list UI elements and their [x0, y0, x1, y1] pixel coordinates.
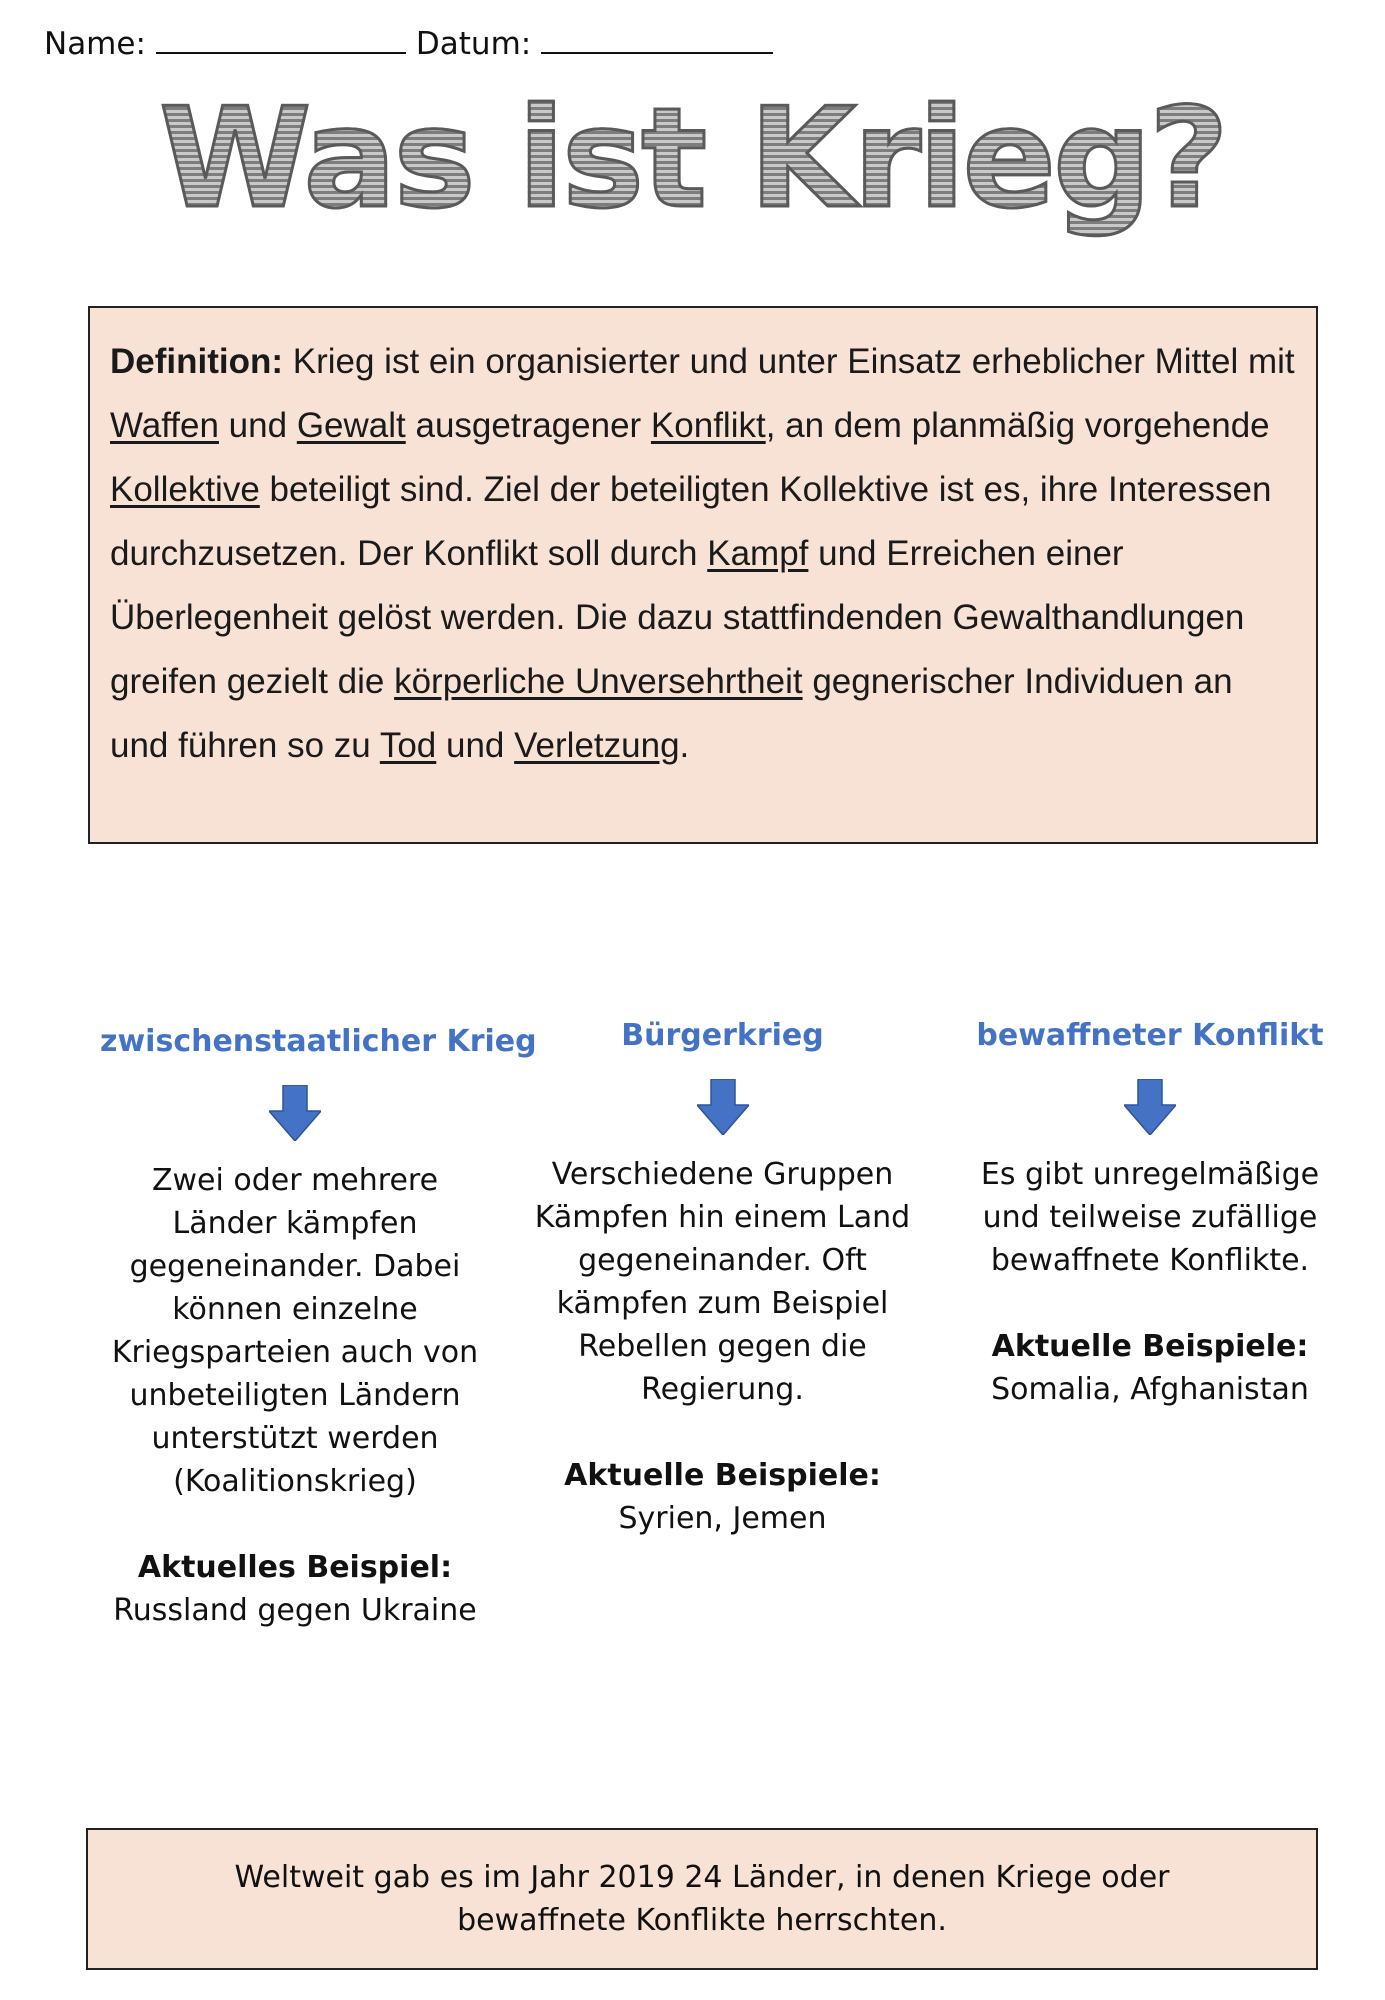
definition-text	[110, 342, 1295, 765]
key-term: Konflikt	[650, 406, 766, 445]
column-description: Zwei oder mehrere Länder kämpfen gegeneinander. Dabei können einzelne Kriegsparteien auch von unbeteiligten Ländern unterstützt werden (Koalitionskrieg)	[111, 1163, 479, 1499]
key-term: Kollektive	[110, 470, 260, 509]
column-description: Es gibt unregelmäßige und teilweise zufällige bewaffnete Konflikte.	[980, 1157, 1320, 1278]
definition-segment: .	[679, 726, 690, 765]
page-title: Was ist Krieg?	[0, 80, 1385, 239]
definition-label: Definition:	[110, 342, 284, 381]
key-term: Waffen	[110, 406, 219, 445]
definition-segment: gegnerischer Individuen an und führen so zu	[110, 662, 1233, 765]
arrow-down-icon	[530, 1079, 915, 1135]
name-label: Name:	[44, 26, 146, 62]
example-value: Syrien, Jemen	[618, 1501, 827, 1536]
definition-box	[88, 306, 1318, 844]
arrow-down-icon	[975, 1079, 1325, 1135]
key-term: Verletzung	[514, 726, 680, 765]
key-term: Gewalt	[296, 406, 406, 445]
key-term: Tod	[379, 726, 437, 765]
example-label: Aktuelle Beispiele:	[564, 1458, 881, 1493]
statistic-text: Weltweit gab es im Jahr 2019 24 Länder, in denen Kriege oder bewaffnete Konflikte herrschten.	[234, 1860, 1170, 1938]
column-heading: zwischenstaatlicher Krieg	[100, 1024, 537, 1059]
example-label: Aktuelle Beispiele:	[991, 1329, 1309, 1364]
definition-segment: ausgetragener	[405, 406, 651, 445]
column-heading: bewaffneter Konflikt	[976, 1018, 1324, 1053]
column-armed-conflict	[975, 1018, 1325, 1411]
definition-segment: und	[436, 726, 515, 765]
example-value: Somalia, Afghanistan	[991, 1372, 1309, 1407]
date-label: Datum:	[415, 26, 532, 62]
definition-segment: , an dem planmäßig vorgehende	[765, 406, 1270, 445]
name-date-line	[44, 26, 783, 62]
name-blank[interactable]	[156, 26, 406, 54]
key-term: körperliche Unversehrtheit	[394, 662, 803, 701]
example-label: Aktuelles Beispiel:	[137, 1550, 453, 1585]
definition-segment: und	[218, 406, 297, 445]
statistic-box	[86, 1828, 1318, 1970]
column-interstate-war	[100, 1024, 537, 1632]
date-blank[interactable]	[541, 26, 773, 54]
column-heading: Bürgerkrieg	[621, 1018, 824, 1053]
example-value: Russland gegen Ukraine	[113, 1593, 477, 1628]
definition-segment: Krieg ist ein organisierter und unter Einsatz erheblicher Mittel mit	[283, 342, 1295, 381]
key-term: Kampf	[707, 534, 809, 573]
definition-segment: und Erreichen einer Überlegenheit gelöst werden. Die dazu stattfindenden Gewalthandlungen greifen gezielt die	[110, 534, 1245, 701]
column-civil-war	[530, 1018, 915, 1540]
column-description: Verschiedene Gruppen Kämpfen hin einem Land gegeneinander. Oft kämpfen zum Beispiel Rebellen gegen die Regierung.	[534, 1157, 911, 1407]
arrow-down-icon	[100, 1085, 490, 1141]
definition-segment: beteiligt sind. Ziel der beteiligten Kollektive ist es, ihre Interessen durchzusetzen. Der Konflikt soll durch	[110, 470, 1272, 573]
